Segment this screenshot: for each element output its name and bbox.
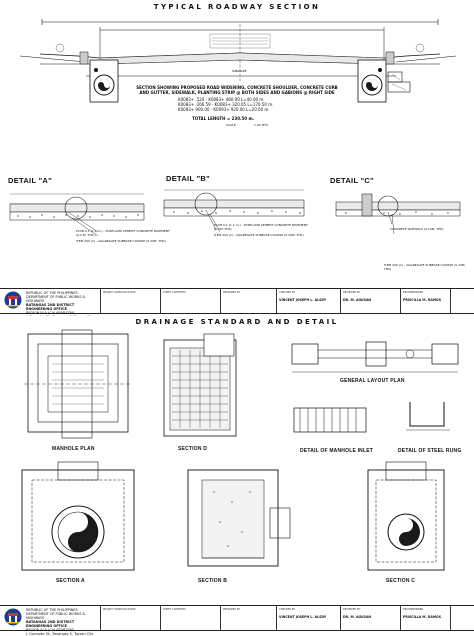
prepared-cell: [220, 606, 277, 630]
office-text: BATANGAS 2ND DISTRICT ENGINEERING OFFICE: [26, 303, 75, 311]
sheet-contents-label: SHEET CONTENTS: [163, 608, 186, 611]
scale-value: 1:40 MTS: [254, 123, 269, 127]
sheet-number-cell: [450, 606, 474, 630]
scale-label: SCALE: [226, 123, 236, 127]
description-line-2: AND GUTTER, SIDEWALK, PLANTING STRIP @ BOTH SIDES AND GABIONS @ RIGHT SIDE: [139, 90, 335, 95]
title-block-2: [0, 605, 474, 636]
approver-name: PRISCILLA M. RAMOS: [403, 615, 442, 619]
description-line-1: SECTION SHOWING PROPOSED ROAD WIDENING, CONCRETE SHOULDER, CONCRETE CURB: [136, 85, 338, 90]
sheet-number-cell: [450, 289, 474, 313]
project-cell: [100, 289, 161, 313]
section-a-label: SECTION A: [56, 578, 85, 584]
reviewed-cell: [340, 606, 401, 630]
sheet-contents-label: SHEET CONTENTS: [163, 291, 186, 294]
engineer-name: DR. M. AGUSAN: [343, 615, 372, 619]
checked-label: CHECKED BY: [279, 608, 295, 611]
svg-text:SUBGRADE: SUBGRADE: [232, 70, 247, 73]
approver-name: PRISCILLA M. RAMOS: [403, 298, 442, 302]
sheet2-title: DRAINAGE STANDARD AND DETAIL: [135, 318, 339, 326]
reviewed-cell: [340, 289, 401, 313]
prepared-cell: [220, 289, 277, 313]
approved-label: RECOMMENDED: [403, 291, 424, 294]
sheet-drainage: [0, 316, 474, 636]
manhole-plan-label: MANHOLE PLAN: [52, 446, 95, 452]
station-1: K0083+ .520 - K0083+ 480.00 L=40.00 m.: [178, 97, 265, 102]
checked-cell: [276, 606, 341, 630]
section-a-drawing: [14, 462, 144, 574]
republic-text: REPUBLIC OF THE PHILIPPINES: [26, 608, 78, 612]
section-description: [60, 85, 414, 95]
general-layout-drawing: [290, 336, 460, 376]
section-d-label: SECTION D: [178, 446, 208, 452]
total-length: TOTAL LENGTH = 230.50 m.: [192, 116, 255, 121]
approved-cell: [400, 606, 451, 630]
checker-name: VINCENT JOSEPH L. ALSDY: [279, 615, 327, 619]
section-b-label: SECTION B: [198, 578, 228, 584]
station-2: K0083+ .266.59 - K0083+ 320.05 L=170.50 m.: [178, 102, 274, 107]
steel-rung-drawing: [404, 396, 454, 436]
manhole-plan-drawing: [24, 330, 134, 442]
republic-text: REPUBLIC OF THE PHILIPPINES: [26, 291, 78, 295]
checked-cell: [276, 289, 341, 313]
sheet-roadway-section: [0, 0, 474, 314]
checker-name: VINCENT JOSEPH L. ALSDY: [279, 298, 327, 302]
dpwh-logo-icon: [4, 291, 22, 309]
station-3: K0093+ 900.00 - K0093+ 920.00 L=20.00 m.: [178, 107, 270, 112]
station-list: [178, 97, 358, 112]
detail-b-title: DETAIL "B": [166, 174, 211, 183]
sheet-contents-cell: [160, 606, 221, 630]
office-text: BATANGAS 2ND DISTRICT ENGINEERING OFFICE: [26, 620, 75, 628]
section-c-drawing: [362, 462, 452, 574]
reviewed-label: REVIEWED BY: [343, 291, 361, 294]
section-b-drawing: [180, 462, 290, 574]
general-layout-label: GENERAL LAYOUT PLAN: [340, 378, 405, 384]
sheet-title: TYPICAL ROADWAY SECTION: [153, 3, 321, 11]
region-text: REGION IV-A (CALABARZON): [26, 628, 75, 632]
reviewed-label: REVIEWED BY: [343, 608, 361, 611]
region-text: REGION IV-A (CALABARZON): [26, 311, 75, 315]
sheet-contents-cell: [160, 289, 221, 313]
project-label: PROJECT NAME/LOCATION: [103, 608, 136, 611]
prepared-label: PREPARED BY: [223, 608, 241, 611]
agency-block: [26, 291, 96, 319]
detail-c-note-2: ITEM 200 (1) - AGGREGATE SUBBASE COURSE (0.10M. THK): [384, 263, 466, 271]
detail-c-title: DETAIL "C": [330, 176, 375, 185]
detail-a-note-1: PCCB 0.1 (1.1 m.) - PORTLAND CEMENT CONCRETE PAVEMENT (0.2 M. THK.): [76, 229, 170, 237]
detail-b-note-2: ITEM 200 (1) - AGGREGATE SUBBASE COURSE (0.20M. THK): [214, 233, 304, 237]
address-text: J. Gonzales St., Barangay 5, Taysan City: [26, 632, 94, 636]
detail-b-note-1: PCCB 0.1 (1.1 m.) - PORTLAND CEMENT CONCRETE PAVEMENT (0.2M. THK): [214, 223, 308, 231]
manhole-inlet-drawing: [290, 402, 370, 438]
engineer-name: DR. M. AGUSAN: [343, 298, 372, 302]
prepared-label: PREPARED BY: [223, 291, 241, 294]
department-text: DEPARTMENT OF PUBLIC WORKS & HIGHWAYS: [26, 612, 86, 620]
detail-a-note-2: ITEM 200 (1) - AGGREGATE SUBBASE COURSE (0.20M. THK): [76, 239, 166, 243]
manhole-inlet-label: DETAIL OF MANHOLE INLET: [300, 448, 374, 454]
title-block: [0, 288, 474, 314]
detail-a-title: DETAIL "A": [8, 176, 53, 185]
project-label: PROJECT NAME/LOCATION: [103, 291, 136, 294]
checked-label: CHECKED BY: [279, 291, 295, 294]
steel-rung-label: DETAIL OF STEEL RUNG: [398, 448, 462, 454]
detail-c-note-1: CONCRETE SIDEWALK (0.10M. THK): [390, 227, 444, 231]
approved-label: RECOMMENDED: [403, 608, 424, 611]
section-c-label: SECTION C: [386, 578, 416, 584]
department-text: DEPARTMENT OF PUBLIC WORKS & HIGHWAYS: [26, 295, 86, 303]
approved-cell: [400, 289, 451, 313]
section-d-drawing: [160, 334, 240, 444]
project-cell: [100, 606, 161, 630]
dpwh-logo-icon: [4, 608, 22, 626]
